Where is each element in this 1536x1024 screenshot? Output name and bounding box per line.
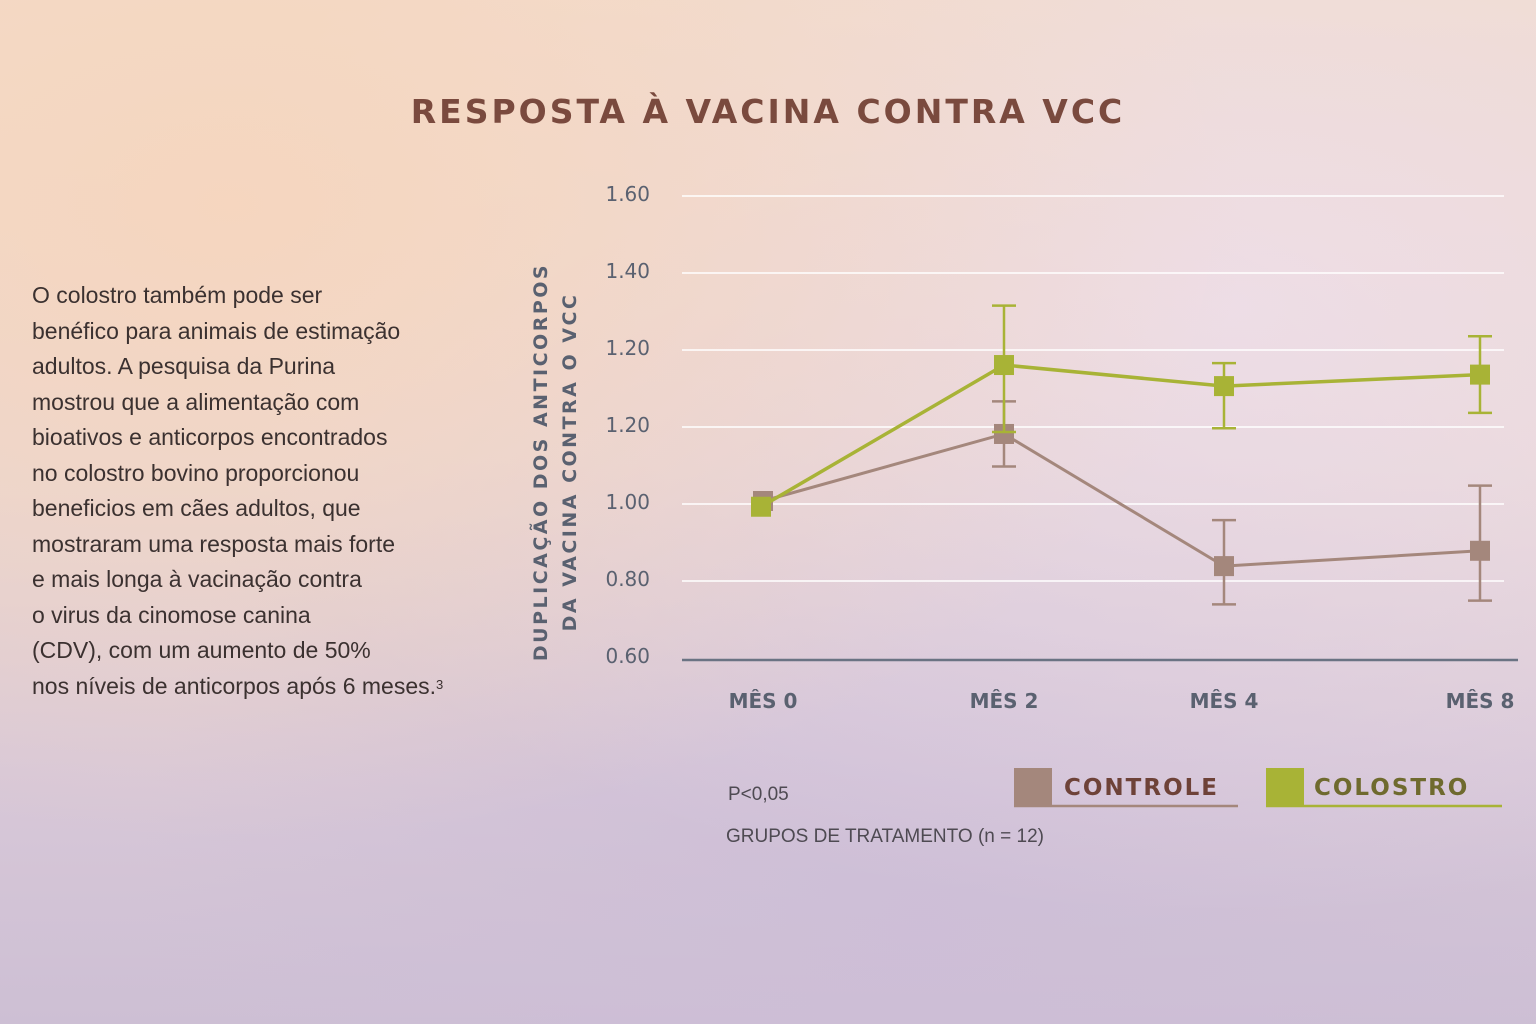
body-line: no colostro bovino proporcionou <box>32 459 360 486</box>
body-line: mostrou que a alimentação com <box>32 388 360 415</box>
x-tick-label: MÊS 8 <box>1445 689 1515 713</box>
body-line-text: nos níveis de anticorpos após 6 meses. <box>32 672 437 699</box>
legend-swatch <box>1266 768 1304 806</box>
x-tick-label: MÊS 2 <box>969 689 1039 713</box>
y-tick-label: 0.60 <box>605 644 650 668</box>
legend-label: CONTROLE <box>1064 775 1219 801</box>
legend-swatch <box>1014 768 1052 806</box>
data-point <box>1470 365 1490 385</box>
data-point <box>1470 541 1490 561</box>
y-axis-label-line-1: DUPLICAÇÃO DOS ANTICORPOS <box>530 262 552 662</box>
body-line: beneficios em cães adultos, que <box>32 495 361 521</box>
y-tick-label: 1.20 <box>605 336 650 360</box>
data-point <box>1214 376 1234 396</box>
chart-title: RESPOSTA À VACINA CONTRA VCC <box>410 92 1126 131</box>
body-line: benéfico para animais de estimação <box>32 317 401 344</box>
data-point <box>751 497 771 517</box>
x-tick-label: MÊS 0 <box>728 689 798 713</box>
y-tick-label: 1.20 <box>605 413 650 437</box>
y-tick-label: 0.80 <box>605 567 650 591</box>
series-line <box>761 365 1480 507</box>
body-line: e mais longa à vacinação contra <box>32 566 362 592</box>
body-line: adultos. A pesquisa da Purina <box>32 353 336 379</box>
body-line: mostraram uma resposta mais forte <box>32 530 396 557</box>
y-tick-label: 1.40 <box>605 259 650 283</box>
legend-label: COLOSTRO <box>1314 775 1470 801</box>
body-line: bioativos e anticorpos encontrados <box>32 424 388 450</box>
x-tick-label: MÊS 4 <box>1189 689 1259 713</box>
data-point <box>1214 556 1234 576</box>
treatment-groups-note: GRUPOS DE TRATAMENTO (n = 12) <box>726 826 1044 847</box>
data-point <box>994 355 1014 375</box>
body-line: (CDV), com um aumento de 50% <box>32 637 371 663</box>
p-value-note: P<0,05 <box>728 784 789 805</box>
footnote-marker: 3 <box>436 676 444 692</box>
y-tick-label: 1.00 <box>605 490 650 514</box>
body-line: O colostro também pode ser <box>32 282 323 308</box>
y-tick-label: 1.60 <box>605 182 650 206</box>
series-line <box>763 434 1480 566</box>
body-line: o virus da cinomose canina <box>32 601 311 628</box>
y-axis-label-line-2: DA VACINA CONTRA O VCC <box>559 292 581 632</box>
